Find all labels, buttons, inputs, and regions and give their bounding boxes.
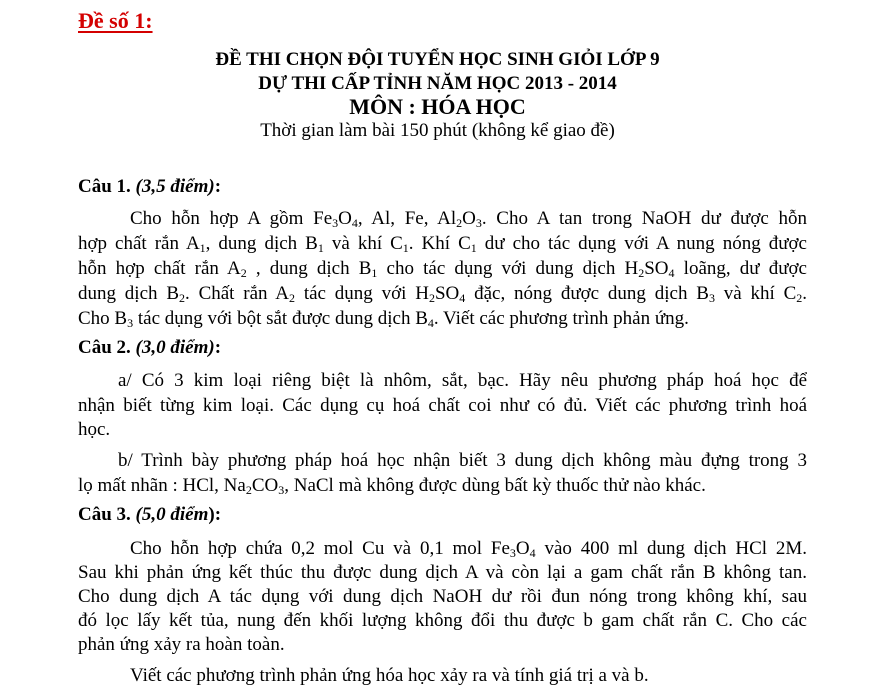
exam-time: Thời gian làm bài 150 phút (không kể giao đề): [260, 120, 615, 141]
question-2-label: Câu 2.: [78, 337, 131, 358]
question-3-colon: ):: [208, 504, 222, 525]
question-2a-line: nhận biết từng kim loại. Các dụng cụ hoá chất coi như có đủ. Viết các phương trình hoá: [78, 395, 807, 416]
question-2-colon: :: [214, 337, 222, 358]
question-3-heading: [78, 504, 221, 526]
question-2-heading: [78, 337, 221, 359]
question-1-line: Cho hỗn hợp A gồm $Fe_3O_4$, Al, Fe, $Al_2O_3$. Cho A tan trong NaOH dư được hỗn: [130, 208, 807, 230]
question-3-label: Câu 3.: [78, 504, 131, 525]
question-3-line: Sau khi phản ứng kết thúc thu được dung dịch A và còn lại a gam chất rắn B không tan.: [78, 562, 807, 583]
question-2b-line: lọ mất nhãn : HCl, $Na_2CO_3$, NaCl mà không được dùng bất kỳ thuốc thử nào khác.: [78, 475, 706, 497]
question-3-line: đó lọc lấy kết tủa, nung đến khối lượng không đổi thu được b gam chất rắn C. Cho các: [78, 610, 807, 631]
question-1-points: (3,5 điểm): [135, 176, 215, 197]
exam-title-line2: DỰ THI CẤP TỈNH NĂM HỌC 2013 - 2014: [258, 73, 617, 94]
question-3-points: (5,0 điểm: [135, 504, 209, 525]
question-3-final-line: Viết các phương trình phản ứng hóa học xảy ra và tính giá trị a và b.: [130, 665, 649, 686]
question-1-label: Câu 1.: [78, 176, 131, 197]
question-1-colon: :: [214, 176, 222, 197]
question-1-heading: [78, 176, 221, 198]
question-1-line: Cho $B_3$ tác dụng với bột sắt được dung dịch $B_4$. Viết các phương trình phản ứng.: [78, 308, 689, 330]
question-2a-line: học.: [78, 419, 111, 440]
question-2a-line: a/ Có 3 kim loại riêng biệt là nhôm, sắt, bạc. Hãy nêu phương pháp hoá học để: [118, 370, 807, 391]
question-2b-line: b/ Trình bày phương pháp hoá học nhận biết 3 dung dịch không màu đựng trong 3: [118, 450, 807, 471]
exam-subject: MÔN : HÓA HỌC: [349, 94, 526, 119]
question-2-points: (3,0 điểm): [135, 337, 215, 358]
exam-number: Đề số 1:: [78, 8, 153, 33]
question-1-line: hợp chất rắn $A_1$, dung dịch $B_1$ và khí $C_1$. Khí $C_1$ dư cho tác dụng với A nung nóng được: [78, 233, 807, 255]
question-1-line: dung dịch $B_2$. Chất rắn $A_2$ tác dụng với $H_2SO_4$ đặc, nóng được dung dịch $B_3$ và khí $C_2$.: [78, 283, 808, 305]
exam-title-line1: ĐỀ THI CHỌN ĐỘI TUYỂN HỌC SINH GIỎI LỚP 9: [215, 49, 660, 70]
question-3-line: Cho hỗn hợp chứa 0,2 mol Cu và 0,1 mol $Fe_3O_4$ vào 400 ml dung dịch HCl 2M.: [130, 538, 807, 560]
question-1-line: hỗn hợp chất rắn $A_2$ , dung dịch $B_1$ cho tác dụng với dung dịch $H_2SO_4$ loãng, dư được: [78, 258, 807, 280]
question-3-line: phản ứng xảy ra hoàn toàn.: [78, 634, 285, 655]
question-3-line: Cho dung dịch A tác dụng với dung dịch NaOH dư rồi đun nóng trong không khí, sau: [78, 586, 807, 607]
